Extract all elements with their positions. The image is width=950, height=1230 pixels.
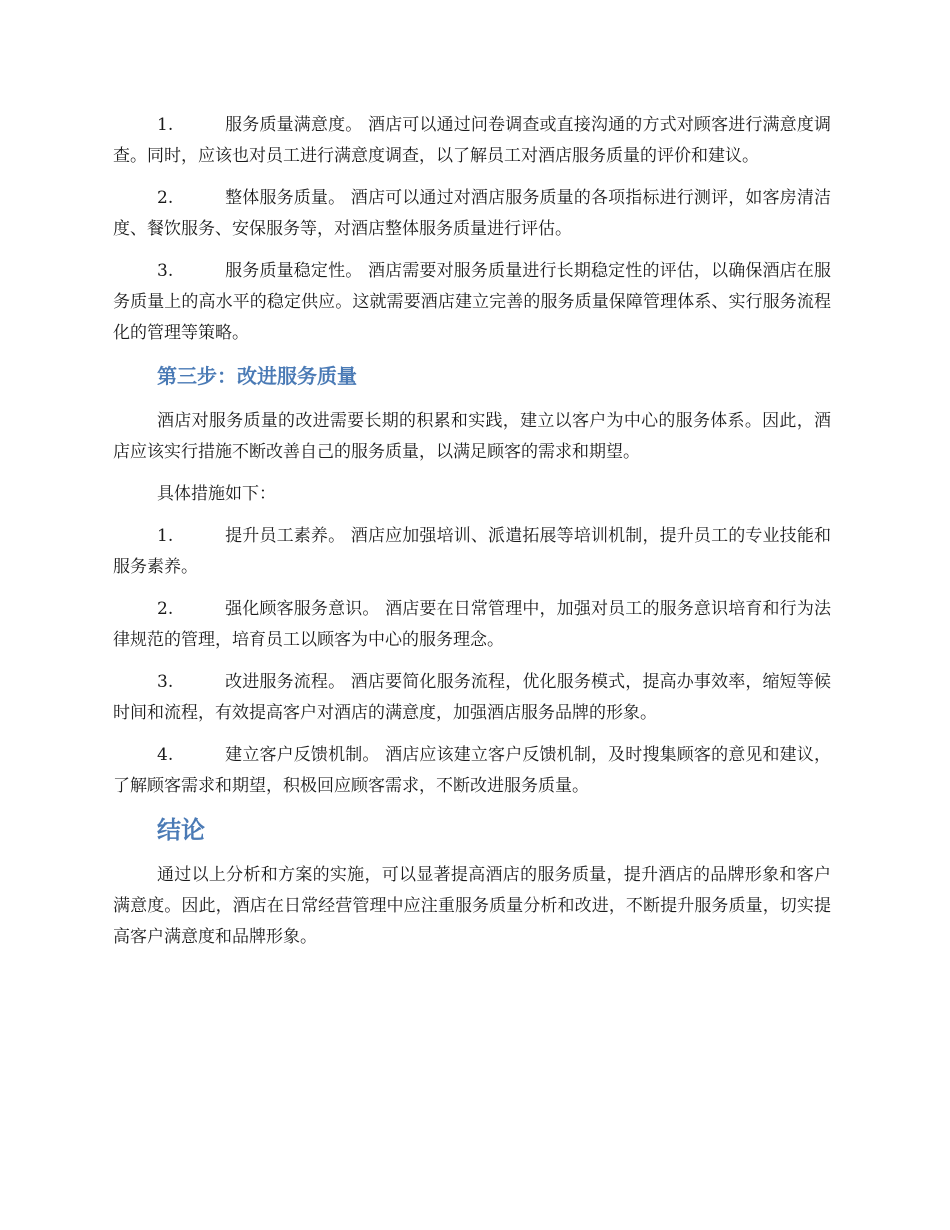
section-heading-conclusion: 结论 <box>157 816 205 844</box>
list-item <box>113 183 831 245</box>
list-item <box>113 110 831 172</box>
list-item <box>113 594 831 656</box>
step-three-intro: 酒店对服务质量的改进需要长期的积累和实践，建立以客户为中心的服务体系。因此，酒店应该实行措施不断改善自己的服务质量，以满足顾客的需求和期望。 <box>113 411 831 462</box>
list-item-number: 2. <box>157 188 174 208</box>
document-body <box>113 110 831 964</box>
list-item-text: 提升员工素养。 酒店应加强培训、派遣拓展等培训机制，提升员工的专业技能和服务素养。 <box>113 526 831 577</box>
list-item-text: 强化顾客服务意识。 酒店要在日常管理中，加强对员工的服务意识培育和行为法律规范的管理，培育员工以顾客为中心的服务理念。 <box>113 599 831 650</box>
list-item-text: 建立客户反馈机制。 酒店应该建立客户反馈机制，及时搜集顾客的意见和建议，了解顾客需求和期望，积极回应顾客需求，不断改进服务质量。 <box>113 745 831 796</box>
list-item-number: 3. <box>157 261 174 281</box>
list-item-number: 1. <box>157 115 174 135</box>
section-heading-step-three: 第三步：改进服务质量 <box>157 364 357 388</box>
measures-label: 具体措施如下： <box>157 484 276 504</box>
list-item-text: 服务质量满意度。 酒店可以通过问卷调查或直接沟通的方式对顾客进行满意度调查。同时，应该也对员工进行满意度调查，以了解员工对酒店服务质量的评价和建议。 <box>113 115 831 166</box>
list-item-text: 服务质量稳定性。 酒店需要对服务质量进行长期稳定性的评估，以确保酒店在服务质量上的高水平的稳定供应。这就需要酒店建立完善的服务质量保障管理体系、实行服务流程化的管理等策略。 <box>113 261 831 343</box>
list-item <box>113 521 831 583</box>
list-item <box>113 256 831 349</box>
list-item-text: 整体服务质量。 酒店可以通过对酒店服务质量的各项指标进行测评，如客房清洁度、餐饮服务、安保服务等，对酒店整体服务质量进行评估。 <box>113 188 831 239</box>
list-item <box>113 740 831 802</box>
conclusion-text: 通过以上分析和方案的实施，可以显著提高酒店的服务质量，提升酒店的品牌形象和客户满意度。因此，酒店在日常经营管理中应注重服务质量分析和改进，不断提升服务质量，切实提高客户满意度和品牌形象。 <box>113 865 831 947</box>
list-item-number: 3. <box>157 672 174 692</box>
list-item-number: 1. <box>157 526 174 546</box>
list-item-text: 改进服务流程。 酒店要简化服务流程，优化服务模式，提高办事效率，缩短等候时间和流程，有效提高客户对酒店的满意度，加强酒店服务品牌的形象。 <box>113 672 831 723</box>
list-item-number: 4. <box>157 745 174 765</box>
list-item-number: 2. <box>157 599 174 619</box>
list-item <box>113 667 831 729</box>
